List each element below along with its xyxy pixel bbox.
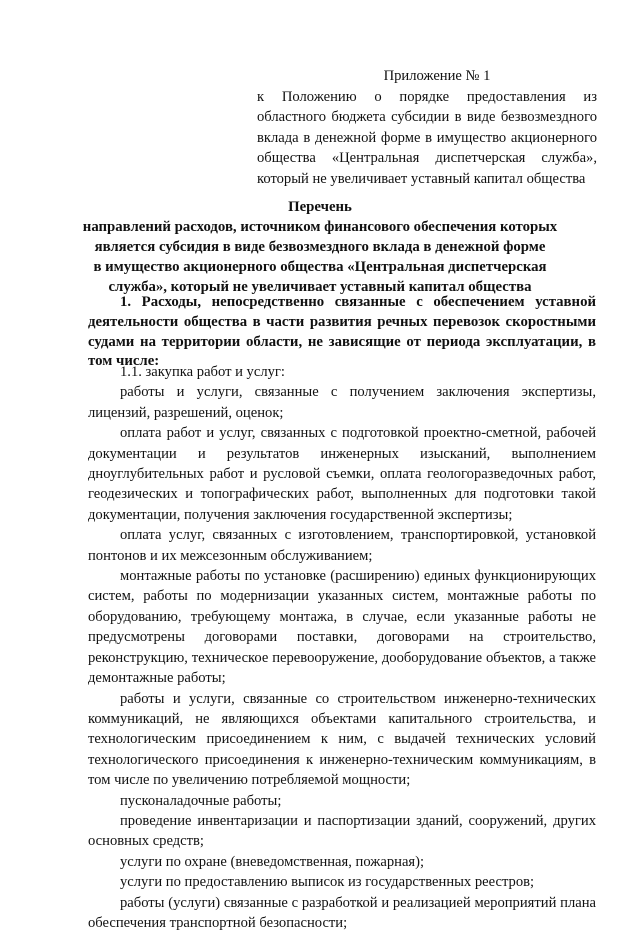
list-item: работы (услуги) связанные с разработкой и реализацией мероприятий плана обеспечения транспортной безопасности; — [88, 894, 596, 931]
title-line-1: Перечень — [288, 199, 352, 215]
title-line-4: в имущество акционерного общества «Центральная диспетчерская — [93, 259, 547, 275]
list-item: монтажные работы по установке (расширению) единых функционирующих систем, работы по модернизации указанных систем, монтажные работы по оборудованию, требующему монтажа, в случае, если указанные работы не предусмотрены договорами поставки, договорами на строительство, реконструкцию, техническое перевооружение, дооборудование объектов, а также демонтажные работы; — [88, 568, 596, 687]
section-1-heading: 1. Расходы, непосредственно связанные с обеспечением уставной деятельности общества в части развития речных перевозок скоростными судами на территории области, не зависящие от периода эксплуатации, в том числе: — [88, 294, 596, 370]
appendix-label: Приложение № 1 — [383, 68, 491, 84]
document-title — [80, 197, 560, 297]
expense-list — [88, 362, 596, 933]
list-item: оплата работ и услуг, связанных с подготовкой проектно-сметной, рабочей документации и результатов инженерных изысканий, выполнением дноуглубительных работ и русловой съемки, оплата геологоразведочных работ, геодезических и топографических работ, выполненных для подготовки такой документации, получения заключения государственной экспертизы; — [88, 425, 596, 523]
list-item: работы и услуги, связанные со строительством инженерно-технических коммуникаций, не являющихся объектами капитального строительства, и технологическим присоединением к ним, с выдачей технических условий технологического присоединения к инженерно-техническим коммуникациям, в том числе по увеличению потребляемой мощности; — [88, 690, 596, 789]
list-item: пусконаладочные работы; — [120, 792, 282, 809]
list-item: оплата услуг, связанных с изготовлением, транспортировкой, установкой понтонов и их межсезонным обслуживанием; — [88, 527, 596, 564]
list-item: услуги по предоставлению выписок из государственных реестров; — [120, 874, 535, 891]
appendix-reference-text: к Положению о порядке предоставления из областного бюджета субсидии в виде безвозмездного вклада в денежной форме в имущество акционерного общества «Центральная диспетчерская служба», который не увеличивает уставный капитал общества — [257, 88, 597, 187]
list-item: услуги по охране (вневедомственная, пожарная); — [120, 853, 425, 870]
subsection-heading: 1.1. закупка работ и услуг: — [120, 364, 285, 380]
list-item: работы и услуги, связанные с получением заключения экспертизы, лицензий, разрешений, оценок; — [88, 384, 596, 421]
title-line-2: направлений расходов, источником финансового обеспечения которых — [82, 219, 558, 235]
list-item: проведение инвентаризации и паспортизации зданий, сооружений, других основных средств; — [88, 812, 596, 850]
appendix-header — [257, 66, 597, 189]
title-line-5: служба», который не увеличивает уставный капитал общества — [108, 279, 532, 295]
title-line-3: является субсидия в виде безвозмездного вклада в денежной форме — [94, 239, 546, 255]
